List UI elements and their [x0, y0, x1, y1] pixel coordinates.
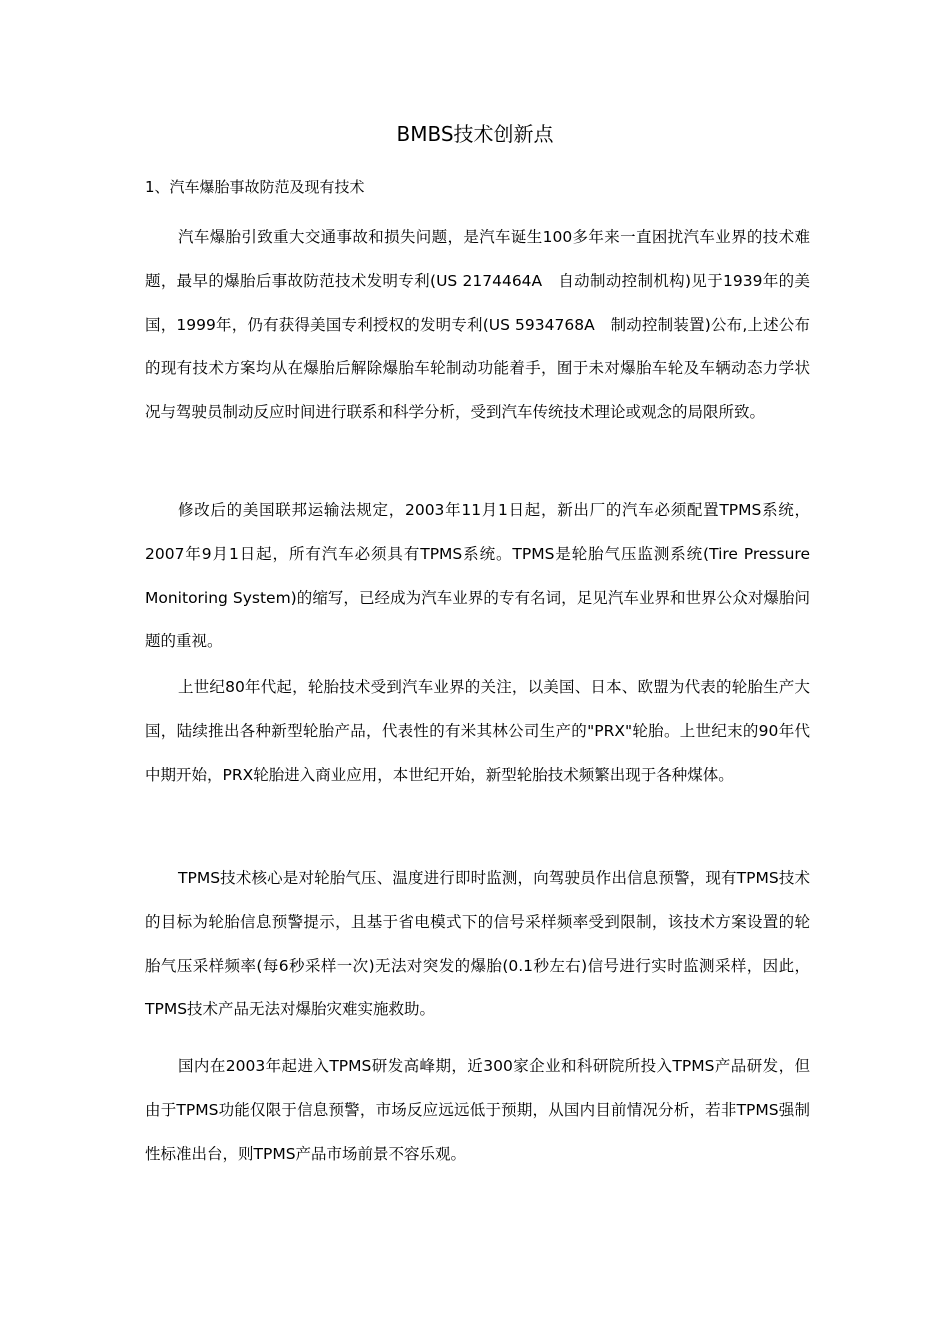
section-heading: 1、汽车爆胎事故防范及现有技术: [145, 178, 365, 196]
paragraph-4: TPMS技术核心是对轮胎气压、温度进行即时监测，向驾驶员作出信息预警，现有TPMS技术的目标为轮胎信息预警提示，且基于省电模式下的信号采样频率受到限制，该技术方案设置的轮胎气压采样频率(每6秒采样一次)无法对突发的爆胎(0.1秒左右)信号进行实时监测采样，因此，TPMS技术产品无法对爆胎灾难实施救助。: [145, 869, 810, 1019]
paragraph-1: 汽车爆胎引致重大交通事故和损失问题，是汽车诞生100多年来一直困扰汽车业界的技术难题，最早的爆胎后事故防范技术发明专利(US 2174464A 自动制动控制机构)见于1939年的美国，1999年，仍有获得美国专利授权的发明专利(US 5934768A 制动控制装置)公布,上述公布的现有技术方案均从在爆胎后解除爆胎车轮制动功能着手，囿于未对爆胎车轮及车辆动态力学状况与驾驶员制动反应时间进行联系和科学分析，受到汽车传统技术理论或观念的局限所致。: [145, 228, 810, 422]
paragraph-3: 上世纪80年代起，轮胎技术受到汽车业界的关注，以美国、日本、欧盟为代表的轮胎生产大国，陆续推出各种新型轮胎产品，代表性的有米其林公司生产的"PRX"轮胎。上世纪末的90年代中期开始，PRX轮胎进入商业应用，本世纪开始，新型轮胎技术频繁出现于各种煤体。: [145, 678, 810, 784]
document-title: BMBS技术创新点: [396, 122, 554, 146]
paragraph-2: 修改后的美国联邦运输法规定，2003年11月1日起，新出厂的汽车必须配置TPMS系统，2007年9月1日起，所有汽车必须具有TPMS系统。TPMS是轮胎气压监测系统(Tire Pressure Monitoring System)的缩写，已经成为汽车业界的专有名词，足见汽车业界和世界公众对爆胎问题的重视。: [145, 501, 810, 651]
paragraph-5: 国内在2003年起进入TPMS研发高峰期，近300家企业和科研院所投入TPMS产品研发，但由于TPMS功能仅限于信息预警，市场反应远远低于预期，从国内目前情况分析，若非TPMS强制性标准出台，则TPMS产品市场前景不容乐观。: [145, 1057, 810, 1163]
